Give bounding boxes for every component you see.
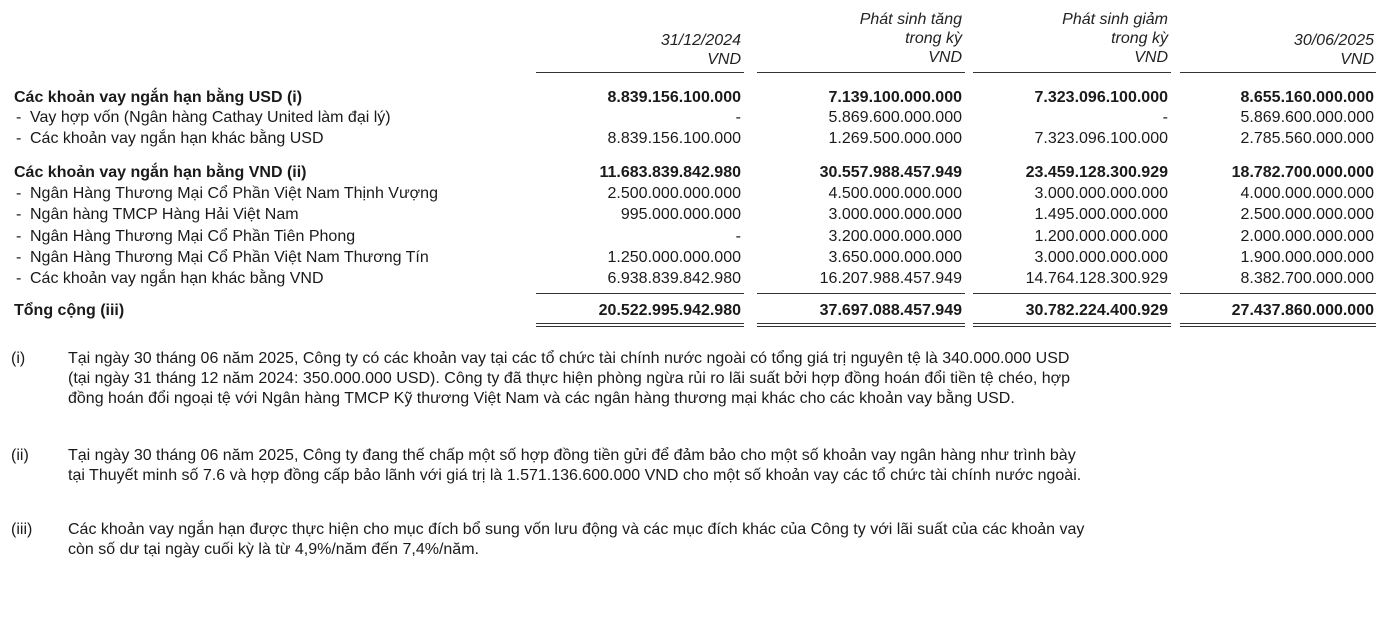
total-underline2-increase — [757, 326, 965, 327]
note-text — [68, 520, 1378, 560]
row-value-closing: 5.869.600.000.000 — [1240, 109, 1374, 126]
note-marker: (iii) — [11, 521, 33, 538]
row-label: Tổng cộng (iii) — [14, 302, 125, 319]
row-value-opening: 11.683.839.842.980 — [599, 164, 741, 181]
row-value-increase: 5.869.600.000.000 — [828, 109, 962, 126]
header-col-opening-unit: VND — [707, 51, 741, 68]
row-value-increase: 30.557.988.457.949 — [819, 164, 962, 181]
total-underline2-decrease — [973, 326, 1171, 327]
row-value-opening: 2.500.000.000.000 — [607, 185, 741, 202]
row-value-opening: - — [735, 228, 741, 245]
note-marker: (i) — [11, 350, 26, 367]
header-col-opening — [661, 31, 741, 69]
row-label — [16, 129, 324, 149]
row-value-decrease: 1.495.000.000.000 — [1034, 206, 1168, 223]
header-underline-closing — [1180, 72, 1376, 73]
header-col-closing — [1294, 31, 1374, 69]
table-row-grand-total — [0, 301, 1386, 321]
note-line: Các khoản vay ngắn hạn được thực hiện cho mục đích bổ sung vốn lưu động và các mục đích khác của Công ty với lãi suất của các khoản vay — [68, 521, 1085, 538]
header-underline-increase — [757, 72, 965, 73]
row-label-text: Các khoản vay ngắn hạn khác bằng USD — [30, 130, 324, 147]
row-value-increase: 3.200.000.000.000 — [828, 228, 962, 245]
row-dash: - — [16, 185, 22, 202]
header-underline-opening — [536, 72, 744, 73]
row-value-closing: 8.382.700.000.000 — [1240, 270, 1374, 287]
header-col-decrease-unit: VND — [1134, 49, 1168, 66]
row-value-closing: 4.000.000.000.000 — [1240, 185, 1374, 202]
note-line: tại Thuyết minh số 7.6 và hợp đồng cấp bảo lãnh với giá trị là 1.571.136.600.000 VND cho một số khoản vay các tổ chức tài chính nước ngoài. — [68, 467, 1082, 484]
row-value-closing: 2.000.000.000.000 — [1240, 228, 1374, 245]
row-value-decrease: 1.200.000.000.000 — [1034, 228, 1168, 245]
row-value-closing: 1.900.000.000.000 — [1240, 249, 1374, 266]
row-value-increase: 7.139.100.000.000 — [828, 89, 962, 106]
row-value-closing: 2.785.560.000.000 — [1240, 130, 1374, 147]
total-topline-opening — [536, 293, 744, 294]
total-underline-opening — [536, 323, 744, 324]
table-row — [0, 227, 1386, 247]
row-dash: - — [16, 228, 22, 245]
row-label — [16, 108, 391, 128]
table-row — [0, 269, 1386, 289]
row-value-decrease: 3.000.000.000.000 — [1034, 249, 1168, 266]
header-col-closing-unit: VND — [1340, 51, 1374, 68]
total-underline-decrease — [973, 323, 1171, 324]
row-label — [16, 184, 438, 204]
row-label-text: Ngân Hàng Thương Mại Cổ Phần Việt Nam Thương Tín — [30, 249, 429, 266]
row-label — [16, 248, 429, 268]
row-value-increase: 37.697.088.457.949 — [819, 302, 962, 319]
row-value-opening: 6.938.839.842.980 — [607, 270, 741, 287]
row-value-closing: 18.782.700.000.000 — [1231, 164, 1374, 181]
table-row-vnd-total — [0, 163, 1386, 183]
row-label: Các khoản vay ngắn hạn bằng USD (i) — [14, 89, 303, 106]
row-label — [16, 227, 355, 247]
total-topline-closing — [1180, 293, 1376, 294]
row-dash: - — [16, 270, 22, 287]
row-label-text: Các khoản vay ngắn hạn khác bằng VND — [30, 270, 324, 287]
row-label-text: Vay hợp vốn (Ngân hàng Cathay United làm đại lý) — [30, 109, 391, 126]
total-underline-increase — [757, 323, 965, 324]
row-label-text: Ngân hàng TMCP Hàng Hải Việt Nam — [30, 206, 299, 223]
header-col-decrease-line2: trong kỳ — [1111, 30, 1168, 47]
row-dash: - — [16, 130, 22, 147]
row-value-increase: 1.269.500.000.000 — [828, 130, 962, 147]
total-underline2-opening — [536, 326, 744, 327]
total-underline2-closing — [1180, 326, 1376, 327]
row-value-decrease: 7.323.096.100.000 — [1034, 130, 1168, 147]
note-line: (tại ngày 31 tháng 12 năm 2024: 350.000.000 USD). Công ty đã thực hiện phòng ngừa rủi ro lãi suất bởi hợp đồng hoán đổi tiền tệ chéo, hợp — [68, 370, 1071, 387]
table-row — [0, 108, 1386, 128]
row-label-text: Ngân Hàng Thương Mại Cổ Phần Tiên Phong — [30, 228, 356, 245]
row-value-opening: 995.000.000.000 — [620, 206, 741, 223]
row-label-text: Ngân Hàng Thương Mại Cổ Phần Việt Nam Thịnh Vượng — [30, 185, 438, 202]
row-value-opening: 8.839.156.100.000 — [607, 130, 741, 147]
header-col-increase-line1: Phát sinh tăng — [859, 11, 962, 28]
row-value-increase: 16.207.988.457.949 — [819, 270, 962, 287]
row-label — [16, 205, 299, 225]
row-value-closing: 8.655.160.000.000 — [1240, 89, 1374, 106]
row-dash: - — [16, 109, 22, 126]
row-value-decrease: - — [1162, 109, 1168, 126]
header-col-opening-date: 31/12/2024 — [660, 32, 741, 49]
table-row-usd-total — [0, 88, 1386, 108]
row-value-increase: 3.650.000.000.000 — [828, 249, 962, 266]
note-text — [68, 446, 1378, 486]
note-line: Tại ngày 30 tháng 06 năm 2025, Công ty đang thế chấp một số hợp đồng tiền gửi để đảm bảo cho một số khoản vay ngân hàng như trình bày — [68, 447, 1076, 464]
row-value-opening: 1.250.000.000.000 — [607, 249, 741, 266]
header-underline-decrease — [973, 72, 1171, 73]
note-line: đồng hoán đổi ngoại tệ với Ngân hàng TMCP Kỹ thương Việt Nam và các ngân hàng thương mại khác cho các khoản vay bằng USD. — [68, 390, 1015, 407]
row-value-decrease: 30.782.224.400.929 — [1025, 302, 1168, 319]
row-label — [16, 269, 324, 289]
table-row — [0, 129, 1386, 149]
header-col-increase-line2: trong kỳ — [905, 30, 962, 47]
table-row — [0, 184, 1386, 204]
row-value-decrease: 7.323.096.100.000 — [1034, 89, 1168, 106]
row-dash: - — [16, 206, 22, 223]
row-value-decrease: 23.459.128.300.929 — [1025, 164, 1168, 181]
row-label: Các khoản vay ngắn hạn bằng VND (ii) — [14, 164, 307, 181]
header-col-closing-date: 30/06/2025 — [1293, 32, 1374, 49]
note-text — [68, 349, 1378, 409]
row-value-opening: - — [735, 109, 741, 126]
note-marker: (ii) — [11, 447, 29, 464]
row-value-decrease: 3.000.000.000.000 — [1034, 185, 1168, 202]
row-dash: - — [16, 249, 22, 266]
row-value-opening: 20.522.995.942.980 — [598, 302, 741, 319]
table-row — [0, 205, 1386, 225]
note-line: còn số dư tại ngày cuối kỳ là từ 4,9%/năm đến 7,4%/năm. — [68, 541, 479, 558]
row-value-closing: 27.437.860.000.000 — [1231, 302, 1374, 319]
table-row — [0, 248, 1386, 268]
row-value-decrease: 14.764.128.300.929 — [1025, 270, 1168, 287]
header-col-decrease-line1: Phát sinh giảm — [1062, 11, 1168, 28]
row-value-opening: 8.839.156.100.000 — [607, 89, 741, 106]
row-value-increase: 3.000.000.000.000 — [828, 206, 962, 223]
note-line: Tại ngày 30 tháng 06 năm 2025, Công ty có các khoản vay tại các tổ chức tài chính nước ngoài có tổng giá trị nguyên tệ là 340.000.000 USD — [68, 350, 1070, 367]
header-col-decrease — [1062, 10, 1168, 67]
row-value-increase: 4.500.000.000.000 — [828, 185, 962, 202]
row-value-closing: 2.500.000.000.000 — [1240, 206, 1374, 223]
header-col-increase-unit: VND — [928, 49, 962, 66]
header-col-increase — [860, 10, 962, 67]
total-topline-decrease — [973, 293, 1171, 294]
total-topline-increase — [757, 293, 965, 294]
total-underline-closing — [1180, 323, 1376, 324]
